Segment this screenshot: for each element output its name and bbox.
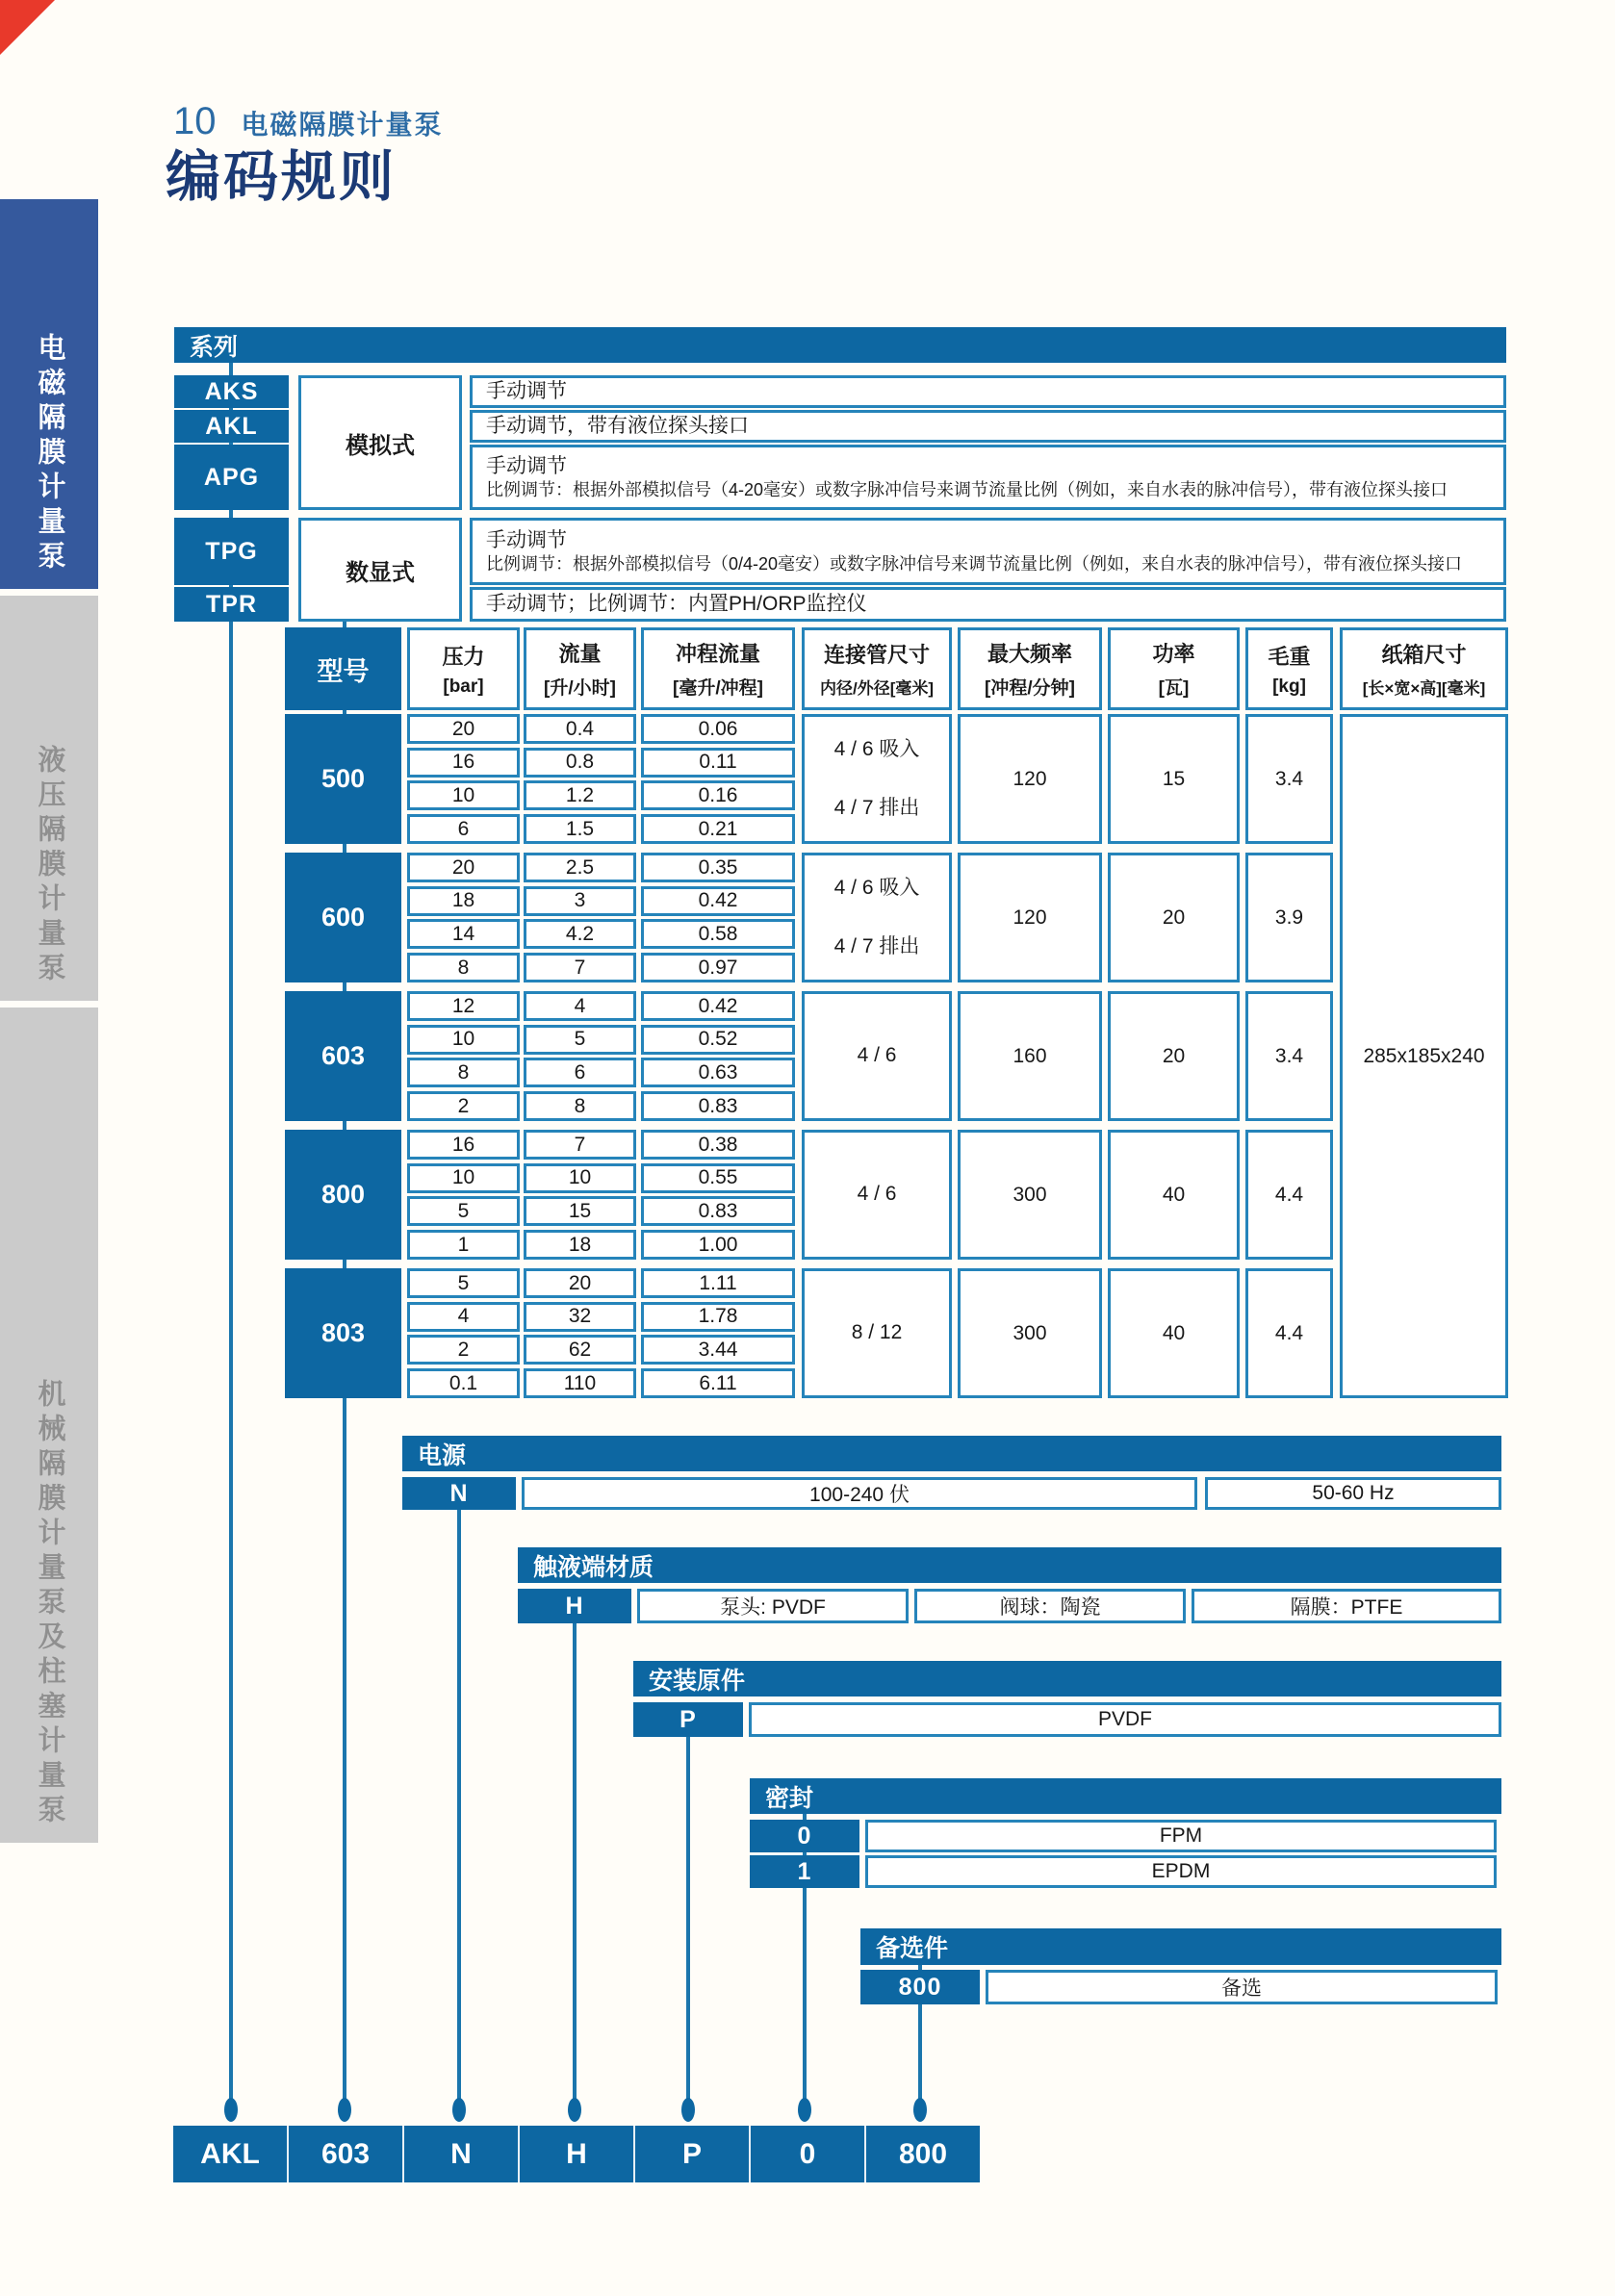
series-section-label: 系列 [190, 333, 239, 361]
spec-connection-line: 8 / 12 [851, 1321, 903, 1344]
options-section-bar [860, 1928, 1501, 1965]
spec-stroke-volume-cell: 0.16 [641, 780, 795, 810]
series-description-aks [470, 375, 1506, 408]
spec-header-line2: [冲程/分钟] [985, 678, 1075, 699]
connector-dot-4 [681, 2098, 695, 2122]
spec-stroke-volume-cell: 1.00 [641, 1230, 795, 1260]
spec-carton-cell: 285x185x240 [1340, 714, 1508, 1398]
spec-flow-cell: 1.2 [524, 780, 636, 810]
spec-pressure-cell: 8 [407, 1058, 520, 1087]
spec-pressure-cell: 0.1 [407, 1368, 520, 1398]
wetted-pump-head-cell: 泵头: PVDF [637, 1589, 909, 1623]
spec-connection-cell [802, 853, 952, 982]
code-bar-segment-0: AKL [200, 2137, 260, 2170]
sidebar-tab-hydraulic [0, 596, 98, 1001]
sidebar-tab-label: 电磁隔膜计量泵 [34, 333, 65, 575]
series-description-tpg [470, 518, 1506, 585]
series-code-cell-akl: AKL [174, 410, 289, 443]
spec-stroke-volume-cell: 0.63 [641, 1058, 795, 1087]
spec-stroke-volume-cell: 1.11 [641, 1268, 795, 1298]
code-bar-segment-6: 800 [864, 2126, 980, 2182]
spec-stroke-volume-cell: 0.83 [641, 1091, 795, 1121]
series-description-line: 手动调节；比例调节：内置PH/ORP监控仪 [486, 592, 867, 615]
spec-header-line2: [毫升/冲程] [673, 678, 763, 699]
spec-header-line1: 压力 [442, 644, 485, 669]
spec-flow-cell: 110 [524, 1368, 636, 1398]
spec-header-line2: 内径/外径[毫米] [819, 679, 935, 698]
spec-connection-line: 4 / 7 排出 [833, 796, 920, 819]
connector-dot-1 [338, 2098, 351, 2122]
spec-flow-cell: 62 [524, 1335, 636, 1365]
spec-header-col-7 [1245, 627, 1333, 710]
spec-model-cell-803: 803 [285, 1268, 401, 1398]
spec-stroke-volume-cell: 0.58 [641, 919, 795, 949]
spec-header-line1: 毛重 [1268, 644, 1311, 669]
seal-code-0-cell: 0 [750, 1820, 859, 1852]
spec-pressure-cell: 5 [407, 1268, 520, 1298]
code-bar-segment-5: 0 [749, 2126, 864, 2182]
spec-stroke-volume-cell: 0.21 [641, 814, 795, 844]
spec-pressure-cell: 18 [407, 886, 520, 916]
spec-power-cell: 20 [1108, 853, 1240, 982]
spec-stroke-volume-cell: 3.44 [641, 1335, 795, 1365]
spec-power-cell: 15 [1108, 714, 1240, 844]
wetted-valve-ball-cell: 阀球：陶瓷 [914, 1589, 1186, 1623]
power-voltage-cell: 100-240 伏 [522, 1477, 1197, 1510]
code-bar-segment-1: 603 [287, 2126, 402, 2182]
spec-connection-line: 4 / 6 [857, 1183, 897, 1206]
connector-dot-0 [224, 2098, 238, 2122]
spec-power-cell: 40 [1108, 1268, 1240, 1398]
spec-pressure-cell: 10 [407, 780, 520, 810]
mounting-code-cell: P [633, 1702, 743, 1737]
spec-frequency-cell: 160 [958, 991, 1102, 1121]
series-code-cell-aks: AKS [174, 375, 289, 408]
connector-line-3 [573, 1623, 577, 2105]
seal-code-1-cell: 1 [750, 1855, 859, 1888]
spec-stroke-volume-cell: 6.11 [641, 1368, 795, 1398]
series-description-line: 手动调节，带有液位探头接口 [486, 414, 749, 437]
series-description-line: 手动调节 [486, 528, 567, 551]
spec-header-col-2 [524, 627, 636, 710]
spec-pressure-cell: 14 [407, 919, 520, 949]
spec-stroke-volume-cell: 0.06 [641, 714, 795, 744]
options-code-cell: 800 [860, 1970, 980, 2004]
connector-dot-3 [568, 2098, 581, 2122]
spec-model-cell-500: 500 [285, 714, 401, 844]
sidebar-tab-label: 机械隔膜计量泵及柱塞计量泵 [34, 1379, 65, 1829]
spec-header-col-8 [1340, 627, 1508, 710]
spec-pressure-cell: 20 [407, 853, 520, 882]
code-bar-segment-4: P [633, 2126, 749, 2182]
spec-stroke-volume-cell: 0.97 [641, 953, 795, 982]
seal-value-fpm-cell: FPM [865, 1820, 1497, 1852]
spec-frequency-cell: 300 [958, 1268, 1102, 1398]
spec-frequency-cell: 120 [958, 714, 1102, 844]
spec-header-line1: 最大频率 [987, 642, 1072, 666]
spec-connection-line: 4 / 6 吸入 [833, 876, 920, 899]
spec-pressure-cell: 16 [407, 1130, 520, 1160]
spec-weight-cell: 3.4 [1245, 714, 1333, 844]
spec-header-line1: 冲程流量 [675, 642, 760, 666]
series-description-tpr [470, 587, 1506, 622]
spec-header-col-6 [1108, 627, 1240, 710]
connector-line-0 [229, 363, 233, 2105]
spec-stroke-volume-cell: 0.35 [641, 853, 795, 882]
sidebar-tab-mechanical [0, 1008, 98, 1843]
connector-line-2 [457, 1510, 461, 2105]
spec-pressure-cell: 2 [407, 1091, 520, 1121]
spec-pressure-cell: 2 [407, 1335, 520, 1365]
spec-pressure-cell: 10 [407, 1163, 520, 1193]
code-bar-segment-3: H [518, 2126, 633, 2182]
series-description-apg [470, 445, 1506, 510]
connector-line-4 [686, 1737, 690, 2105]
spec-connection-line: 4 / 6 吸入 [833, 737, 920, 760]
spec-header-line2: [长×宽×高][毫米] [1362, 679, 1486, 698]
power-frequency-cell: 50-60 Hz [1205, 1477, 1501, 1510]
corner-triangle-decoration [0, 0, 55, 55]
code-bar-segment-2: N [402, 2126, 518, 2182]
spec-connection-cell [802, 1130, 952, 1260]
spec-connection-cell [802, 991, 952, 1121]
spec-power-cell: 20 [1108, 991, 1240, 1121]
spec-header-line1: 流量 [558, 642, 602, 666]
series-code-cell-apg: APG [174, 445, 289, 510]
spec-stroke-volume-cell: 0.55 [641, 1163, 795, 1193]
spec-power-cell: 40 [1108, 1130, 1240, 1260]
spec-flow-cell: 2.5 [524, 853, 636, 882]
spec-header-line1: 连接管尺寸 [823, 643, 930, 667]
spec-header-col-4 [802, 627, 952, 710]
spec-flow-cell: 10 [524, 1163, 636, 1193]
spec-stroke-volume-cell: 0.11 [641, 748, 795, 778]
spec-flow-cell: 0.4 [524, 714, 636, 744]
spec-flow-cell: 0.8 [524, 748, 636, 778]
spec-flow-cell: 18 [524, 1230, 636, 1260]
seal-value-epdm-cell: EPDM [865, 1855, 1497, 1888]
page-header-title: 电磁隔膜计量泵 [241, 110, 444, 140]
spec-header-line2: [瓦] [1158, 678, 1190, 699]
series-description-akl [470, 410, 1506, 443]
spec-flow-cell: 7 [524, 953, 636, 982]
spec-flow-cell: 1.5 [524, 814, 636, 844]
spec-flow-cell: 32 [524, 1302, 636, 1332]
spec-flow-cell: 15 [524, 1196, 636, 1226]
spec-stroke-volume-cell: 1.78 [641, 1302, 795, 1332]
spec-connection-cell [802, 714, 952, 844]
connector-dot-5 [798, 2098, 811, 2122]
spec-pressure-cell: 4 [407, 1302, 520, 1332]
series-description-line: 手动调节 [486, 454, 567, 477]
spec-stroke-volume-cell: 0.38 [641, 1130, 795, 1160]
series-code-cell-tpg: TPG [174, 518, 289, 585]
series-description-line: 比例调节：根据外部模拟信号（4-20毫安）或数字脉冲信号来调节流量比例（例如，来自水表的脉冲信号），带有液位探头接口 [486, 479, 1448, 499]
spec-header-line2: [kg] [1272, 676, 1306, 697]
spec-flow-cell: 7 [524, 1130, 636, 1160]
spec-pressure-cell: 5 [407, 1196, 520, 1226]
page-number: 10 [173, 100, 217, 142]
mounting-section-bar [633, 1661, 1501, 1696]
spec-pressure-cell: 6 [407, 814, 520, 844]
wetted-section-bar [518, 1547, 1501, 1583]
spec-header-line1: 纸箱尺寸 [1381, 643, 1467, 667]
spec-frequency-cell: 300 [958, 1130, 1102, 1260]
wetted-diaphragm-cell: 隔膜：PTFE [1192, 1589, 1501, 1623]
seal-section-bar [750, 1778, 1501, 1814]
spec-pressure-cell: 20 [407, 714, 520, 744]
spec-header-col-5 [958, 627, 1102, 710]
spec-header-line2: [升/小时] [544, 678, 616, 699]
options-value-cell: 备选 [986, 1970, 1498, 2004]
spec-connection-cell [802, 1268, 952, 1398]
spec-pressure-cell: 8 [407, 953, 520, 982]
product-code-bar [173, 2126, 980, 2182]
spec-pressure-cell: 12 [407, 991, 520, 1021]
spec-stroke-volume-cell: 0.42 [641, 886, 795, 916]
spec-model-cell-600: 600 [285, 853, 401, 982]
series-type-box-0: 模拟式 [298, 375, 462, 510]
mounting-value-cell: PVDF [749, 1702, 1501, 1737]
spec-header-line2: [bar] [443, 676, 484, 697]
spec-header-model: 型号 [285, 627, 401, 710]
series-code-cell-tpr: TPR [174, 587, 289, 622]
power-section-label: 电源 [418, 1441, 467, 1469]
spec-pressure-cell: 1 [407, 1230, 520, 1260]
series-description-line: 手动调节 [486, 379, 567, 402]
connector-dot-6 [913, 2098, 927, 2122]
seal-section-label: 密封 [765, 1784, 814, 1812]
spec-stroke-volume-cell: 0.52 [641, 1025, 795, 1055]
spec-weight-cell: 4.4 [1245, 1130, 1333, 1260]
spec-flow-cell: 4.2 [524, 919, 636, 949]
spec-flow-cell: 8 [524, 1091, 636, 1121]
spec-frequency-cell: 120 [958, 853, 1102, 982]
spec-flow-cell: 6 [524, 1058, 636, 1087]
spec-stroke-volume-cell: 0.83 [641, 1196, 795, 1226]
series-description-line: 比例调节：根据外部模拟信号（0/4-20毫安）或数字脉冲信号来调节流量比例（例如，来自水表的脉冲信号），带有液位探头接口 [486, 553, 1463, 574]
series-section-bar [174, 327, 1506, 363]
power-section-bar [402, 1436, 1501, 1471]
wetted-section-label: 触液端材质 [533, 1553, 654, 1581]
spec-weight-cell: 3.9 [1245, 853, 1333, 982]
options-section-label: 备选件 [876, 1935, 949, 1962]
spec-header-line1: 功率 [1152, 642, 1195, 666]
series-type-box-1: 数显式 [298, 518, 462, 622]
power-code-cell: N [402, 1477, 516, 1510]
spec-flow-cell: 20 [524, 1268, 636, 1298]
sidebar-tab-label: 液压隔膜计量泵 [34, 745, 65, 987]
spec-weight-cell: 4.4 [1245, 1268, 1333, 1398]
spec-flow-cell: 4 [524, 991, 636, 1021]
spec-header-col-3 [641, 627, 795, 710]
spec-connection-line: 4 / 6 [857, 1044, 897, 1067]
spec-stroke-volume-cell: 0.42 [641, 991, 795, 1021]
spec-pressure-cell: 10 [407, 1025, 520, 1055]
mounting-section-label: 安装原件 [649, 1667, 746, 1695]
spec-model-cell-800: 800 [285, 1130, 401, 1260]
spec-weight-cell: 3.4 [1245, 991, 1333, 1121]
spec-flow-cell: 3 [524, 886, 636, 916]
sidebar-tab-electromagnetic [0, 199, 98, 589]
spec-header-col-1 [407, 627, 520, 710]
connector-dot-2 [452, 2098, 466, 2122]
spec-flow-cell: 5 [524, 1025, 636, 1055]
spec-pressure-cell: 16 [407, 748, 520, 778]
spec-connection-line: 4 / 7 排出 [833, 934, 920, 957]
wetted-code-cell: H [518, 1589, 631, 1623]
page-title: 编码规则 [166, 146, 397, 208]
spec-model-cell-603: 603 [285, 991, 401, 1121]
